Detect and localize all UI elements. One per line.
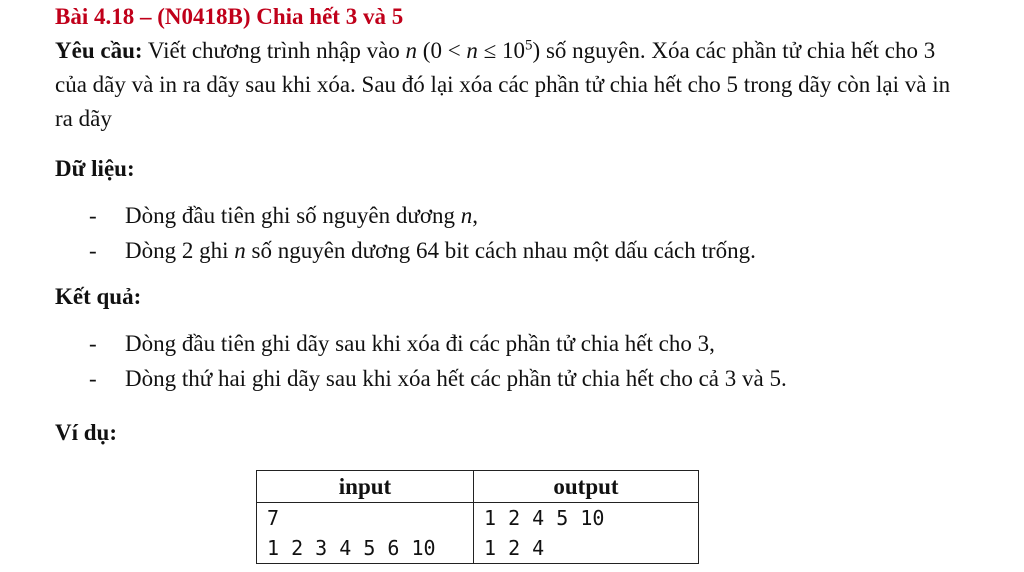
problem-document (55, 2, 1005, 448)
list-item (55, 198, 1005, 233)
var-n: n (405, 38, 418, 63)
condition-var: n (466, 38, 478, 63)
item-text: Dòng 2 ghi (125, 238, 235, 263)
item-text: số nguyên dương 64 bit cách nhau một dấu cách trống. (245, 238, 756, 263)
list-item (55, 233, 1005, 268)
dash-bullet: - (89, 238, 97, 263)
output-heading: Kết quả: (55, 284, 142, 309)
output-cell (474, 503, 699, 564)
dash-bullet: - (89, 366, 97, 391)
condition-exponent: 5 (525, 37, 533, 54)
output-list (55, 326, 1005, 396)
output-column-header: output (474, 471, 699, 503)
input-line: 7 (267, 506, 280, 530)
var-n: n (234, 238, 246, 263)
var-n: n (460, 203, 473, 228)
list-item (55, 326, 1005, 361)
example-heading: Ví dụ: (55, 420, 117, 445)
output-line: 1 2 4 5 10 (484, 506, 605, 530)
requirement-paragraph (55, 34, 955, 136)
input-column-header: input (257, 471, 474, 503)
requirement-label: Yêu cầu: (55, 38, 143, 63)
item-text: Dòng đầu tiên ghi số nguyên dương (125, 203, 461, 228)
example-table (256, 470, 699, 564)
dash-bullet: - (89, 331, 97, 356)
input-cell (257, 503, 474, 564)
dash-bullet: - (89, 203, 97, 228)
input-heading: Dữ liệu: (55, 156, 135, 181)
problem-title: Bài 4.18 – (N0418B) Chia hết 3 và 5 (55, 4, 404, 29)
list-item (55, 361, 1005, 396)
output-line: 1 2 4 (484, 536, 545, 560)
table-header-row (257, 471, 699, 503)
requirement-text-2: số nguyên. Xóa các phần tử chia hết cho 3 của dãy và in ra dãy sau khi xóa. Sau đó lại xóa các phần tử chia hết cho 5 trong dãy còn lại và in ra dãy (55, 38, 951, 131)
condition-open: (0 < (417, 38, 467, 63)
requirement-text-1: Viết chương trình nhập vào (142, 38, 406, 63)
table-row (257, 503, 699, 564)
condition-mid: ≤ 10 (477, 38, 526, 63)
input-list (55, 198, 1005, 268)
condition-close: ) (532, 38, 541, 63)
item-text: Dòng đầu tiên ghi dãy sau khi xóa đi các phần tử chia hết cho 3, (125, 331, 715, 356)
item-text: Dòng thứ hai ghi dãy sau khi xóa hết các phần tử chia hết cho cả 3 và 5. (125, 366, 787, 391)
item-text: , (472, 203, 478, 228)
input-line: 1 2 3 4 5 6 10 (267, 536, 436, 560)
